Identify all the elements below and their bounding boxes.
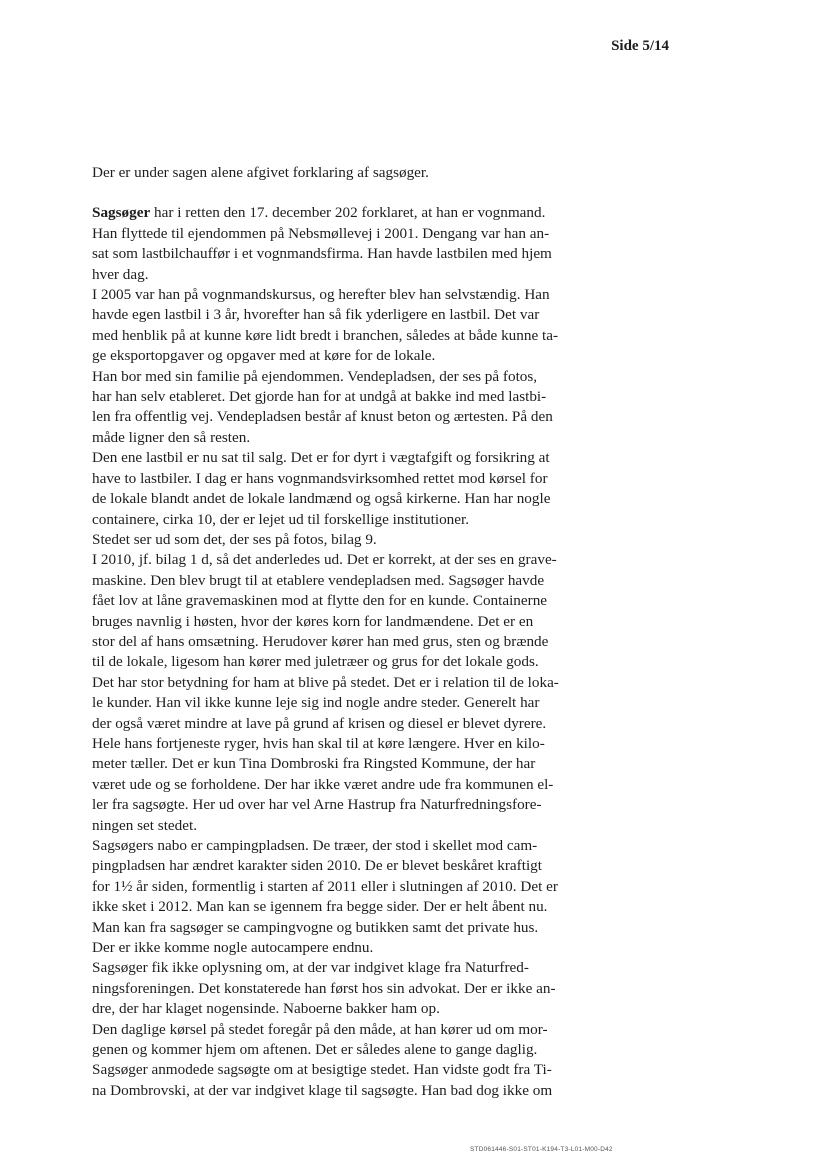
text-line: have to lastbiler. I dag er hans vognmandsvirksomhed rettet mod kørsel for [92, 469, 548, 487]
text-line: de lokale blandt andet de lokale landmænd og også kirkerne. Han har nogle [92, 490, 551, 508]
intro-line: Der er under sagen alene afgivet forklaring af sagsøger. [92, 164, 429, 181]
text-line: Man kan fra sagsøger se campingvogne og butikken samt det private hus. [92, 918, 539, 936]
text-line: genen og kommer hjem om aftenen. Det er således alene to gange daglig. [92, 1041, 538, 1059]
text-line: hver dag. [92, 265, 149, 283]
text-line: ningen set stedet. [92, 816, 198, 834]
text-line: Det har stor betydning for ham at blive på stedet. Det er i relation til de loka- [92, 673, 559, 691]
text-line: Han bor med sin familie på ejendommen. Vendepladsen, der ses på fotos, [92, 367, 538, 385]
document-body [92, 163, 712, 1101]
text-line: Stedet ser ud som det, der ses på fotos, bilag 9. [92, 530, 377, 548]
text-line: ler fra sagsøgte. Her ud over har vel Arne Hastrup fra Naturfredningsfore- [92, 796, 542, 814]
text-line: Sagsøger anmodede sagsøgte om at besigtige stedet. Han vidste godt fra Ti- [92, 1061, 552, 1079]
text-line: der også været mindre at lave på grund af krisen og diesel er blevet dyrere. [92, 714, 547, 732]
text-line: containere, cirka 10, der er lejet ud til forskellige institutioner. [92, 510, 470, 528]
text-line: le kunder. Han vil ikke kunne leje sig ind nogle andre steder. Generelt har [92, 694, 540, 712]
text-line: ge eksportopgaver og opgaver med at køre for de lokale. [92, 347, 436, 365]
text-line: sat som lastbilchauffør i et vognmandsfirma. Han havde lastbilen med hjem [92, 245, 552, 263]
text-line: havde egen lastbil i 3 år, hvorefter han så fik yderligere en lastbil. Det var [92, 306, 540, 324]
text-line: Sagsøgers nabo er campingpladsen. De træer, der stod i skellet mod cam- [92, 837, 538, 854]
text-line: Der er ikke komme nogle autocampere endnu. [92, 939, 374, 957]
text-line: måde ligner den så resten. [92, 428, 251, 446]
text-line: dre, der har klaget nogensinde. Naboerne bakker ham op. [92, 1000, 440, 1018]
text-line: I 2005 var han på vognmandskursus, og herefter blev han selvstændig. Han [92, 286, 550, 304]
first-paragraph [92, 203, 712, 285]
text-line: med henblik på at kunne køre lidt bredt i branchen, således at både kunne ta- [92, 326, 559, 344]
text-line: for 1½ år siden, formentlig i starten af 2011 eller i slutningen af 2010. Det er [92, 877, 558, 895]
body-text [92, 285, 712, 1101]
text-line: Sagsøger fik ikke oplysning om, at der var indgivet klage fra Naturfred- [92, 959, 529, 977]
lead-term: Sagsøger [92, 204, 151, 222]
text-line: været ude og se forholdene. Der har ikke været andre ude fra kommunen el- [92, 775, 554, 793]
text-line: har han selv etableret. Det gjorde han for at undgå at bakke ind med lastbi- [92, 388, 547, 406]
text-line: stor del af hans omsætning. Herudover kører han med grus, sten og brænde [92, 632, 549, 650]
document-code: STD061446-S01-ST01-K194-T3-L01-M00-D42 [470, 1146, 613, 1153]
text-line: Den ene lastbil er nu sat til salg. Det er for dyrt i vægtafgift og forsikring at [92, 449, 550, 467]
text-line: bruges navnlig i høsten, hvor der køres korn for landmændene. Det er en [92, 612, 534, 630]
page-number: Side 5/14 [611, 38, 669, 54]
text-line: pingpladsen har ændret karakter siden 2010. De er blevet beskåret kraftigt [92, 857, 542, 875]
text-line: ningsforeningen. Det konstaterede han først hos sin advokat. Der er ikke an- [92, 979, 556, 997]
text-line: har i retten den 17. december 202 forklaret, at han er vognmand. [150, 204, 546, 222]
text-line: I 2010, jf. bilag 1 d, så det anderledes ud. Det er korrekt, at der ses en grave- [92, 551, 557, 569]
text-line: Den daglige kørsel på stedet foregår på den måde, at han kører ud om mor- [92, 1020, 548, 1038]
text-line: til de lokale, ligesom han kører med juletræer og grus for det lokale gods. [92, 653, 539, 671]
text-line: ikke sket i 2012. Man kan se igennem fra begge sider. Der er helt åbent nu. [92, 898, 548, 916]
text-line: len fra offentlig vej. Vendepladsen består af knust beton og ærtesten. På den [92, 408, 553, 426]
text-line: Han flyttede til ejendommen på Nebsmøllevej i 2001. Dengang var han an- [92, 224, 550, 242]
text-line: meter tæller. Det er kun Tina Dombroski fra Ringsted Kommune, der har [92, 755, 536, 773]
text-line: Hele hans fortjeneste ryger, hvis han skal til at køre længere. Hver en kilo- [92, 734, 545, 752]
text-line: maskine. Den blev brugt til at etablere vendepladsen med. Sagsøger havde [92, 571, 545, 589]
text-line: na Dombrovski, at der var indgivet klage til sagsøgte. Han bad dog ikke om [92, 1081, 553, 1099]
text-line: fået lov at låne gravemaskinen mod at flytte den for en kunde. Containerne [92, 592, 548, 610]
